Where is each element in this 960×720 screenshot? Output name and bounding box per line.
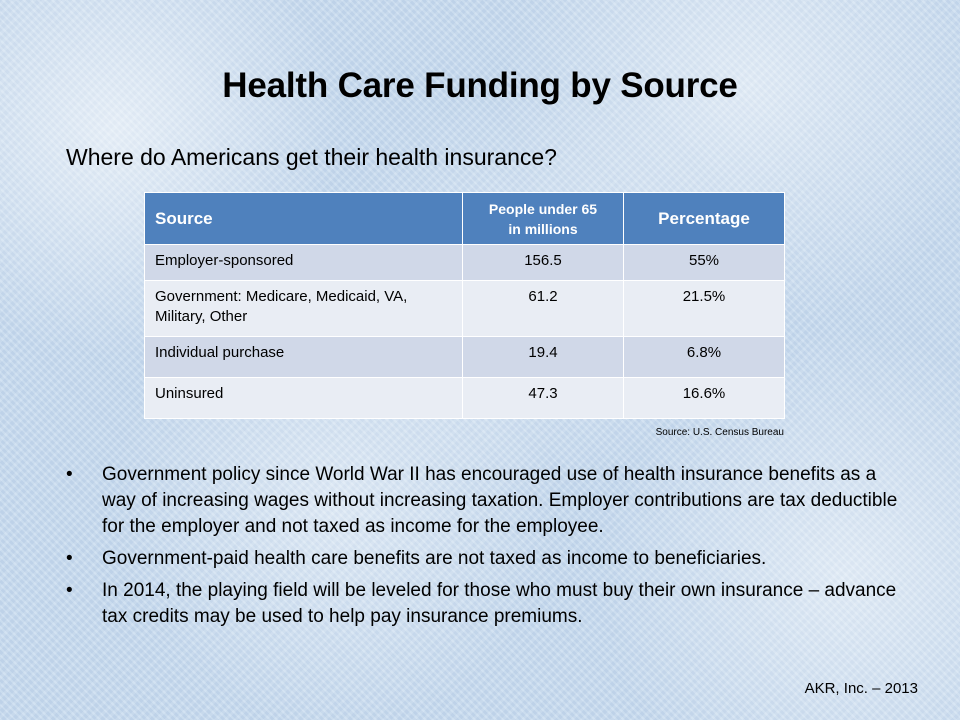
cell-people: 61.2 <box>463 281 624 337</box>
cell-source: Individual purchase <box>145 337 463 378</box>
list-item <box>66 578 906 630</box>
bullet-text: Government-paid health care benefits are not taxed as income to beneficiaries. <box>102 548 767 569</box>
header-percentage: Percentage <box>624 193 785 245</box>
cell-people: 47.3 <box>463 378 624 419</box>
bullet-icon: • <box>66 580 73 601</box>
table-header-row <box>145 193 785 245</box>
bullet-icon: • <box>66 548 73 569</box>
cell-source: Uninsured <box>145 378 463 419</box>
bullet-icon: • <box>66 464 73 485</box>
slide-title: Health Care Funding by Source <box>222 66 738 105</box>
bullet-text: In 2014, the playing field will be leveled for those who must buy their own insurance – advance tax credits may be used to help pay insurance premiums. <box>102 580 897 627</box>
insurance-source-table <box>144 192 785 419</box>
bullet-list <box>66 462 906 636</box>
footer-credit: AKR, Inc. – 2013 <box>804 680 918 697</box>
header-people-line2: in millions <box>508 220 578 237</box>
list-item <box>66 462 906 540</box>
header-source: Source <box>145 193 463 245</box>
table-row <box>145 378 785 419</box>
cell-percentage: 6.8% <box>624 337 785 378</box>
table-row <box>145 337 785 378</box>
cell-percentage: 55% <box>624 245 785 281</box>
table-row <box>145 245 785 281</box>
cell-source: Employer-sponsored <box>145 245 463 281</box>
cell-people: 156.5 <box>463 245 624 281</box>
header-people <box>463 193 624 245</box>
source-note: Source: U.S. Census Bureau <box>655 427 784 438</box>
cell-people: 19.4 <box>463 337 624 378</box>
slide-subtitle: Where do Americans get their health insurance? <box>66 144 557 170</box>
bullet-text: Government policy since World War II has encouraged use of health insurance benefits as a way of increasing wages without increasing taxation. Employer contributions are tax deductible for the employer and not taxed as income for the employee. <box>102 464 898 537</box>
cell-percentage: 21.5% <box>624 281 785 337</box>
list-item <box>66 546 906 572</box>
cell-source: Government: Medicare, Medicaid, VA, Military, Other <box>145 281 463 337</box>
table-row <box>145 281 785 337</box>
header-people-line1: People under 65 <box>488 200 598 217</box>
cell-percentage: 16.6% <box>624 378 785 419</box>
